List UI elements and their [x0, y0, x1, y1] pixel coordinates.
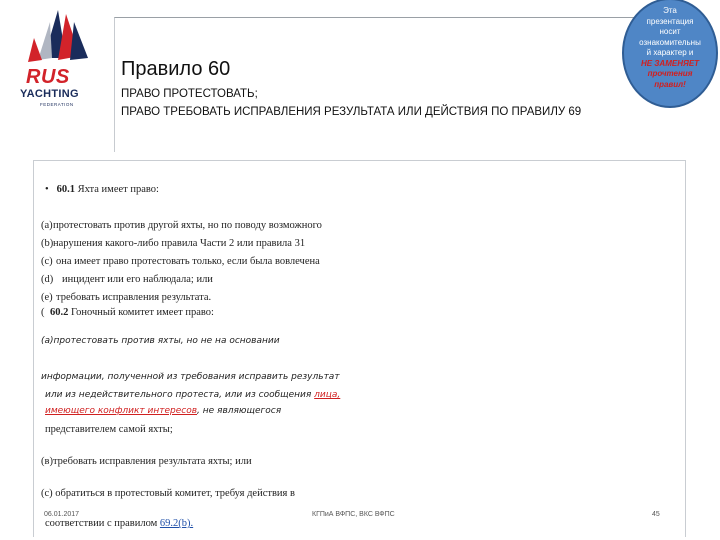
title-frame: [114, 17, 685, 152]
logo-yachting-text: YACHTING: [20, 88, 79, 100]
disclaimer-warning: прочтения: [647, 69, 693, 78]
logo-federation-text: FEDERATION: [40, 102, 74, 107]
content-frame: [33, 160, 686, 537]
footer-page-number: 45: [652, 511, 660, 518]
item-text-line: [45, 518, 193, 529]
conflict-link-part2[interactable]: имеющего конфликт интересов: [45, 406, 198, 416]
disclaimer-line: й характер и: [646, 48, 694, 57]
item-mark: (a): [41, 220, 53, 231]
italic-text-line: [45, 406, 281, 416]
item-text-line: (c) обратиться в протестовый комитет, требуя действия в: [41, 488, 295, 499]
item-mark: (e): [41, 292, 53, 303]
disclaimer-line: носит: [659, 27, 681, 36]
disclaimer-line: Эта: [663, 6, 677, 15]
item-text: , не являющегося: [197, 406, 282, 416]
item-text: протестовать против другой яхты, но по поводу возможного: [53, 220, 322, 231]
conflict-link-part1[interactable]: лица,: [314, 390, 341, 400]
rule-69-link[interactable]: 69.2(b).: [159, 518, 194, 529]
item-text: нарушения какого-либо правила Части 2 или правила 31: [53, 238, 306, 249]
logo-rus-text: RUS: [26, 66, 70, 88]
rule-60-1: [45, 184, 159, 195]
italic-text-line: информации, полученной из требования исправить результат: [41, 372, 340, 382]
item-text-line: (в)требовать исправления результата яхты; или: [41, 456, 252, 467]
item-mark: (: [41, 307, 45, 318]
rule-number: 60.2: [50, 307, 69, 318]
bullet: •: [45, 184, 49, 195]
footer-date: 06.01.2017: [44, 511, 80, 518]
rus-yachting-logo: [14, 8, 96, 114]
item-text: или из недействительного протеста, или из сообщения: [45, 390, 312, 400]
slide-subtitle-2: ПРАВО ТРЕБОВАТЬ ИСПРАВЛЕНИЯ РЕЗУЛЬТАТА ИЛИ ДЕЙСТВИЯ ПО ПРАВИЛУ 69: [121, 106, 582, 118]
rule-60-2: [50, 307, 214, 318]
item-mark: (d): [41, 274, 54, 285]
item-mark: (c): [41, 256, 53, 267]
rule-text: Гоночный комитет имеет право:: [71, 307, 214, 318]
slide-subtitle-1: ПРАВО ПРОТЕСТОВАТЬ;: [121, 88, 258, 100]
disclaimer-warning: правил!: [654, 79, 686, 89]
item-mark: (b): [41, 238, 54, 249]
italic-text-line: [45, 390, 340, 400]
rule-text: Яхта имеет право:: [77, 184, 159, 195]
item-mark: (a): [41, 336, 54, 346]
item-text: требовать исправления результата.: [56, 292, 212, 303]
sails-icon: [14, 8, 96, 70]
slide-title: Правило 60: [121, 58, 231, 80]
item-text: инцидент или его наблюдала; или: [62, 274, 213, 285]
footer-center: КГПиА ВФПС, ВКС ВФПС: [312, 511, 395, 518]
disclaimer-line: ознакомительны: [639, 37, 701, 47]
item-text: протестовать против яхты, но не на основании: [53, 336, 280, 346]
rule-number: 60.1: [56, 184, 75, 195]
disclaimer-badge: [622, 0, 718, 108]
disclaimer-warning: НЕ ЗАМЕНЯЕТ: [640, 58, 700, 68]
item-text: она имеет право протестовать только, если была вовлечена: [56, 256, 320, 267]
disclaimer-line: презентация: [646, 16, 694, 26]
italic-item: [41, 336, 280, 346]
item-text: соответствии с правилом: [45, 518, 158, 529]
item-text-line: представителем самой яхты;: [45, 424, 173, 435]
